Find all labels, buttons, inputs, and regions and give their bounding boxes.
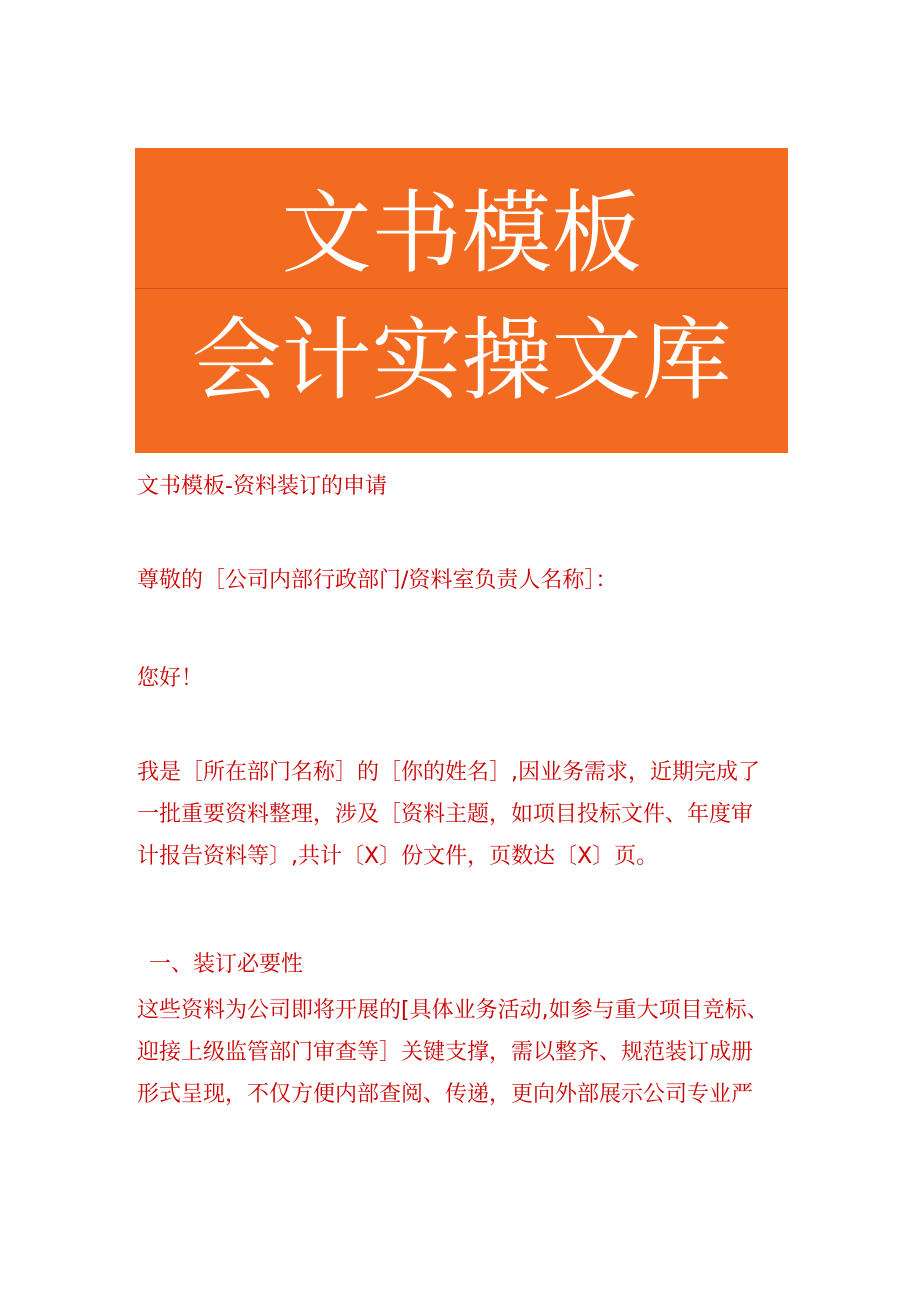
cover-banner bbox=[135, 148, 788, 453]
section-heading: 一、装订必要性 bbox=[149, 952, 304, 977]
salutation: 尊敬的［公司内部行政部门/资料室负责人名称］： bbox=[137, 568, 618, 593]
paragraph-line: 这些资料为公司即将开展的[具体业务活动,如参与重大项目竞标、 bbox=[137, 998, 769, 1023]
document-title: 文书模板-资料装订的申请 bbox=[137, 474, 387, 499]
banner-divider bbox=[135, 288, 788, 289]
paragraph-line: 一批重要资料整理，涉及［资料主题，如项目投标文件、年度审 bbox=[137, 802, 754, 827]
banner-subtitle: 会计实操文库 bbox=[191, 308, 732, 413]
paragraph-line: 形式呈现，不仅方便内部查阅、传递，更向外部展示公司专业严 bbox=[137, 1082, 754, 1107]
paragraph-intro bbox=[137, 752, 797, 878]
banner-title: 文书模板 bbox=[281, 181, 642, 286]
paragraph-line: 计报告资料等〕,共计〔X〕份文件，页数达〔X〕页。 bbox=[137, 844, 659, 869]
paragraph-line: 迎接上级监管部门审查等］关键支撑，需以整齐、规范装订成册 bbox=[137, 1040, 754, 1065]
paragraph-line: 我是［所在部门名称］的［你的姓名］,因业务需求，近期完成了 bbox=[137, 760, 760, 785]
greeting: 您好！ bbox=[137, 666, 204, 691]
paragraph-necessity bbox=[137, 990, 797, 1116]
